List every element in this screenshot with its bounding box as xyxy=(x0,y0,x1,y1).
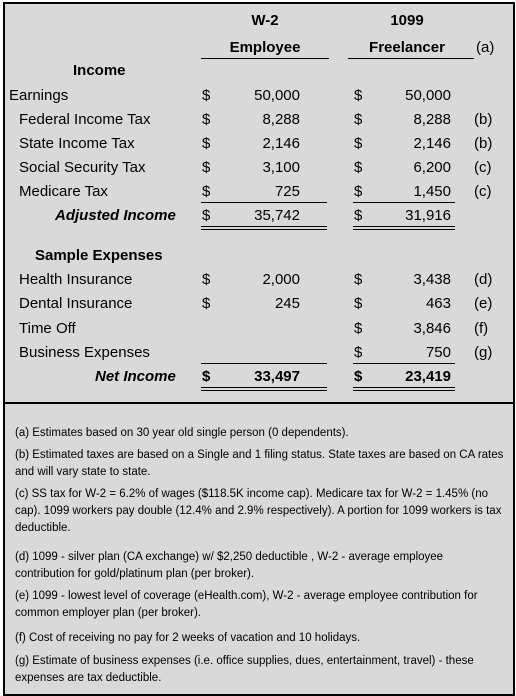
freelancer-header-line2: Freelancer xyxy=(369,39,445,56)
income-w2-subtotal-line xyxy=(201,202,327,203)
adjusted-income-w2-double-line xyxy=(201,226,327,230)
footnote-c: (c) SS tax for W-2 = 6.2% of wages ($118.5K income cap). Medicare tax for W-2 = 1.45% (no cap). 1099 workers pay double (12.4% and 2.9% respectively). A portion for 1099 workers is tax deductible. xyxy=(15,488,502,534)
net-income-w2-double-line xyxy=(201,387,327,391)
expenses-1099-subtotal-line xyxy=(353,363,455,364)
section-divider xyxy=(5,402,513,404)
footnote-a: (a) Estimates based on 30 year old single person (0 dependents). xyxy=(15,427,349,439)
w2-header-line2: Employee xyxy=(229,39,301,56)
comparison-table: W-2 Employee 1099 Freelancer (a) Income Earnings $ 50,000 $ 50,000 Federal Income Tax $ 8,288 $ 8,288 (b) State Income Tax $ 2,146 $ 2,146 (b) Social Security Tax $ 3,100 $ 6,200 (c) Medicare Tax $ 725 $ 1,450 (c) Adjusted Income $ 35,742 $ 31,916 Sample Expenses Health Insurance $ 2,000 $ 3,438 (d) Dental Insurance $ 245 $ 463 (e) Time Off $ 3,846 (f) Business Expenses $ 750 (g) Net Income $ 33,497 $ 23,419 (a) Estimates based on 30 year old single person (0 dependents). (b) Estimated taxes are based on a Single and 1 filing status. State taxes are based on CA rates and will vary state to state. (c) SS tax for W-2 = 6.2% of wages ($118.5K income cap). Medicare tax for W-2 = 1.45% (no cap). 1099 workers pay double (12.4% and 2.9% respectively). A portion for 1099 workers is tax deductible. (d) 1099 - silver plan (CA exchange) w/ $2,250 deductible , W-2 - average employee contribution for gold/platinum plan (per broker). (e) 1099 - lowest level of coverage (eHealth.com), W-2 - average employee contribution for common employer plan (per broker). (f) Cost of receiving no pay for 2 weeks of vacation and 10 holidays. (g) Estimate of business expenses (i.e. office supplies, dues, entertainment, travel) - these expenses are tax deductible. xyxy=(3,2,515,696)
footnote-f: (f) Cost of receiving no pay for 2 weeks of vacation and 10 holidays. xyxy=(15,632,361,644)
freelancer-header-line1: 1099 xyxy=(390,12,424,29)
freelancer-header-note: (a) xyxy=(476,39,495,56)
w2-header-line1: W-2 xyxy=(251,12,279,29)
expenses-title: Sample Expenses xyxy=(35,247,163,264)
footnote-d: (d) 1099 - silver plan (CA exchange) w/ $2,250 deductible , W-2 - average employee contribution for gold/platinum plan (per broker). xyxy=(15,551,444,580)
expenses-w2-subtotal-line xyxy=(201,363,327,364)
adjusted-income-1099-double-line xyxy=(353,226,455,230)
footnote-b: (b) Estimated taxes are based on a Single and 1 filing status. State taxes are based on CA rates and will vary state to state. xyxy=(15,449,504,478)
freelancer-header-underline xyxy=(348,58,474,59)
footnote-g: (g) Estimate of business expenses (i.e. office supplies, dues, entertainment, travel) - these expenses are tax deductible. xyxy=(15,655,474,684)
income-1099-subtotal-line xyxy=(353,202,455,203)
income-title: Income xyxy=(73,62,126,79)
w2-header-underline xyxy=(201,58,329,59)
footnote-e: (e) 1099 - lowest level of coverage (eHealth.com), W-2 - average employee contribution for common employer plan (per broker). xyxy=(15,590,478,619)
net-income-1099-double-line xyxy=(353,387,455,391)
